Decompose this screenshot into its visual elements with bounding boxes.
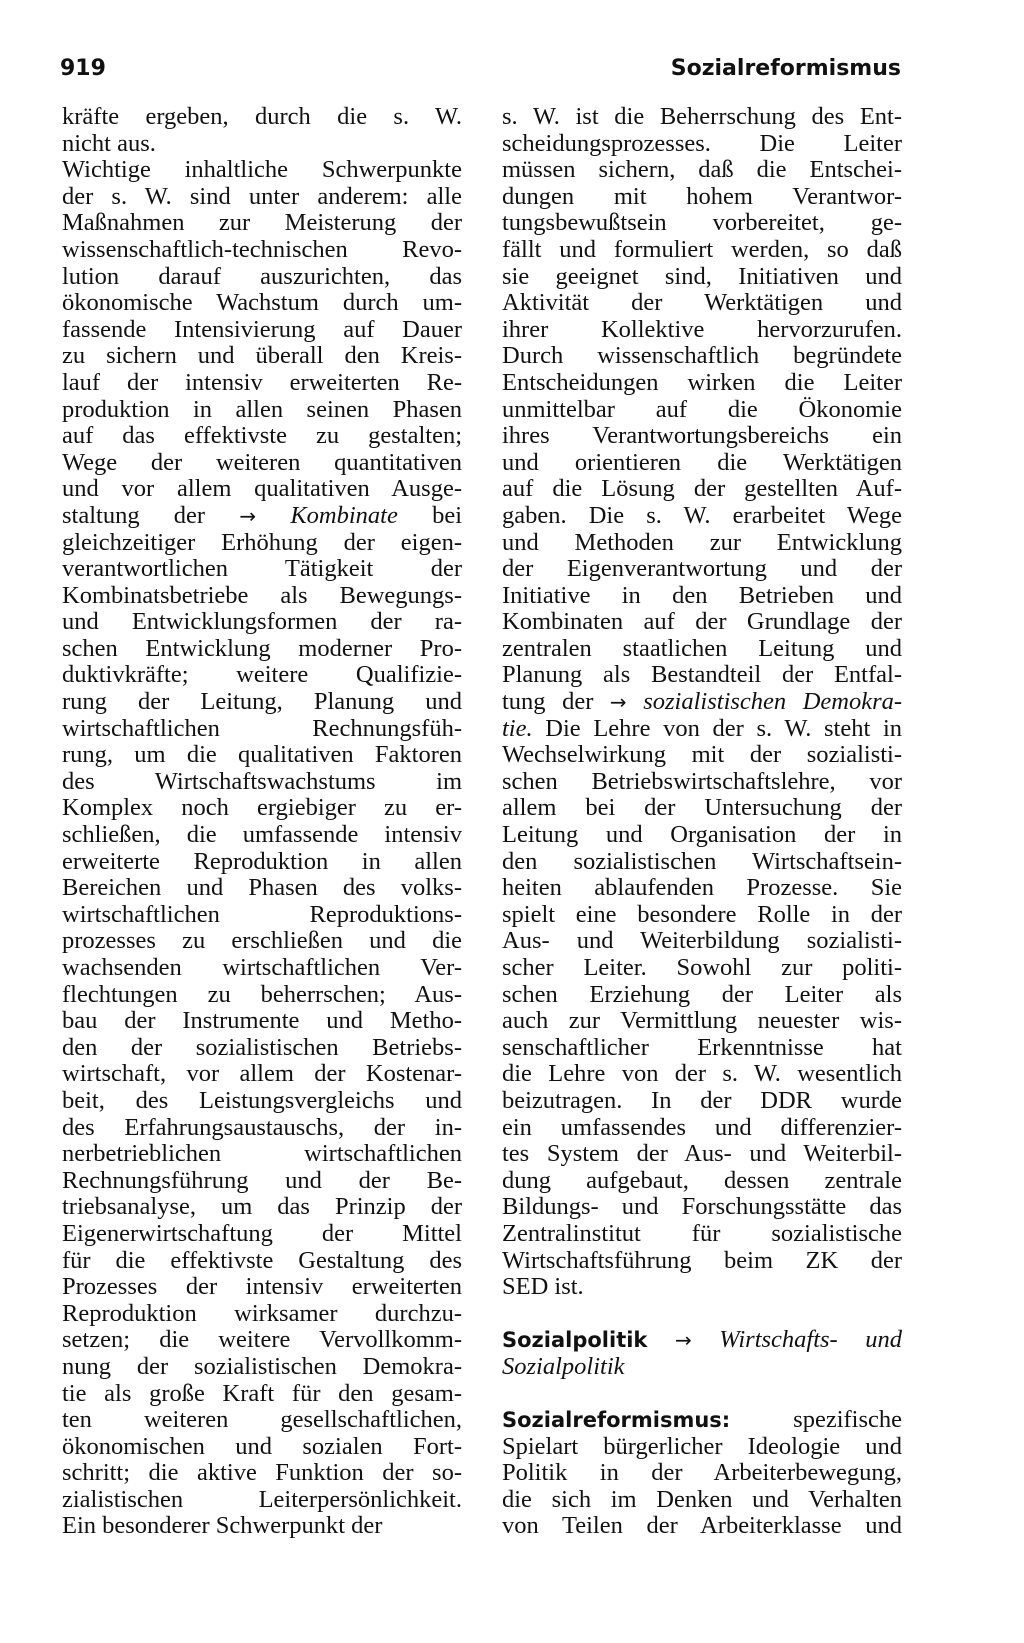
text-line: bau der Instrumente und Metho- [62, 1007, 462, 1035]
text-line: schen Erziehung der Leiter als [502, 980, 902, 1008]
arrow-icon: → [239, 503, 257, 528]
text-fragment: staltung der [62, 501, 206, 529]
text-line: tungsbewußtsein vorbereitet, ge- [502, 209, 902, 237]
text-line: Kombinatsbetriebe als Bewegungs- [62, 581, 462, 609]
text-fragment: bei [432, 501, 463, 529]
text-line: Ein besonderer Schwerpunkt der [62, 1512, 383, 1540]
text-line: wissenschaftlich-technischen Revo- [62, 235, 462, 263]
entry-sozialpolitik-ref [502, 1354, 902, 1381]
text-line: Bildungs- und Forschungsstätte das [502, 1193, 902, 1221]
text-line: gaben. Die s. W. erarbeitet Wege [502, 501, 902, 529]
text-line: Spielart bürgerlicher Ideologie und [502, 1432, 902, 1460]
entry-sozialreformismus [502, 1407, 902, 1434]
text-line: der Eigenverantwortung und der [502, 555, 902, 583]
text-line: gleichzeitiger Erhöhung der eigen- [62, 528, 462, 556]
text-line: und Methoden zur Entwicklung [502, 528, 902, 556]
text-line: die Lehre von der s. W. wesentlich [502, 1060, 902, 1088]
text-line: scheidungsprozesses. Die Leiter [502, 129, 902, 157]
text-line: erweiterte Reproduktion in allen [62, 847, 462, 875]
text-line: wachsenden wirtschaftlichen Ver- [62, 954, 462, 981]
text-line: spielt eine besondere Rolle in der [502, 900, 902, 928]
text-line: senschaftlicher Erkenntnisse hat [502, 1033, 902, 1061]
text-line: schließen, die umfassende intensiv [62, 821, 462, 849]
text-line: Kombinaten auf der Grundlage der [502, 608, 902, 636]
text-line: s. W. ist die Beherrschung des Ent- [502, 103, 902, 130]
text-line: Eigenerwirtschaftung der Mittel [62, 1219, 462, 1247]
text-line: Entscheidungen wirken die Leiter [502, 368, 902, 396]
text-line: Prozesses der intensiv erweiterten [62, 1273, 462, 1301]
text-line [62, 503, 462, 530]
text-line: zu sichern und überall den Kreis- [62, 342, 462, 370]
text-line [502, 716, 902, 743]
text-line: verantwortlichen Tätigkeit der [62, 555, 462, 583]
text-line: Wirtschaftsführung beim ZK der [502, 1246, 902, 1274]
text-line: lution darauf auszurichten, das [62, 262, 462, 290]
text-line: Aktivität der Werktätigen und [502, 289, 902, 317]
text-line: des Erfahrungsaustauschs, der in- [62, 1113, 462, 1141]
text-line: prozesses zu erschließen und die [62, 927, 462, 955]
text-line: des Wirtschaftswachstums im [62, 767, 462, 795]
text-line: produktion in allen seinen Phasen [62, 395, 462, 423]
text-line: Aus- und Weiterbildung sozialisti- [502, 927, 902, 955]
text-line: lauf der intensiv erweiterten Re- [62, 368, 462, 396]
text-line: heiten ablaufenden Prozesse. Sie [502, 874, 902, 902]
text-line: auf das effektivste zu gestalten; [62, 422, 462, 450]
cross-reference-demokratie: tie. [502, 714, 533, 742]
text-line: SED ist. [502, 1273, 584, 1301]
text-line: wirtschaftlichen Reproduktions- [62, 900, 462, 928]
text-line: von Teilen der Arbeiterklasse und [502, 1512, 902, 1540]
text-line: ökonomische Wachstum durch um- [62, 289, 462, 317]
text-line: Planung als Bestandteil der Entfal- [502, 661, 902, 689]
text-line: schen Entwicklung moderner Pro- [62, 634, 462, 662]
text-line: wirtschaft, vor allem der Kostenar- [62, 1060, 462, 1088]
text-fragment: tung der [502, 688, 594, 716]
right-column [502, 104, 902, 1540]
text-line: Wege der weiteren quantitativen [62, 448, 462, 476]
text-line: tie als große Kraft für den gesam- [62, 1379, 462, 1407]
text-line: Reproduktion wirksamer durchzu- [62, 1299, 462, 1327]
entry-sozialpolitik [502, 1327, 902, 1354]
text-line: Wichtige inhaltliche Schwerpunkte [62, 156, 462, 184]
text-line: Durch wissenschaftlich begründete [502, 342, 902, 370]
text-line: duktivkräfte; weitere Qualifizie- [62, 661, 462, 689]
left-column [62, 104, 462, 1540]
text-line: dungen mit hohem Verantwor- [502, 182, 902, 210]
entry-spacer [502, 1301, 902, 1328]
text-line: ein umfassendes und differenzier- [502, 1113, 902, 1141]
text-line: fassende Intensivierung auf Dauer [62, 315, 462, 343]
text-line: ihres Verantwortungsbereichs ein [502, 422, 902, 450]
text-line: flechtungen zu beherrschen; Aus- [62, 980, 462, 1008]
text-line: beizutragen. In der DDR wurde [502, 1086, 902, 1114]
text-line: beit, des Leistungsvergleichs und [62, 1086, 462, 1114]
text-line: ökonomischen und sozialen Fort- [62, 1432, 462, 1460]
entry-spacer [502, 1381, 902, 1408]
text-line: den der sozialistischen Betriebs- [62, 1033, 462, 1061]
text-line: triebsanalyse, um das Prinzip der [62, 1193, 462, 1221]
cross-reference-demokratie: sozialistischen Demokra- [643, 688, 903, 716]
cross-reference-kombinate: Kombinate [290, 501, 398, 529]
text-line: schen Betriebswirtschaftslehre, vor [502, 767, 902, 795]
text-line: unmittelbar auf die Ökonomie [502, 395, 902, 423]
text-line: nung der sozialistischen Demokra- [62, 1352, 462, 1380]
text-line: rung, um die qualitativen Faktoren [62, 741, 462, 769]
text-line: tes System der Aus- und Weiterbil- [502, 1140, 902, 1168]
text-line: und orientieren die Werktätigen [502, 448, 902, 476]
text-line: Maßnahmen zur Meisterung der [62, 209, 462, 237]
running-head: Sozialreformismus [670, 56, 901, 81]
text-line: rung der Leitung, Planung und [62, 688, 462, 716]
arrow-icon: → [609, 690, 627, 715]
text-fragment: spezifische [793, 1406, 902, 1434]
entry-term: Sozialreformismus: [502, 1408, 731, 1433]
text-line: Initiative in den Betrieben und [502, 581, 902, 609]
text-line: und Entwicklungsformen der ra- [62, 608, 462, 636]
text-line: allem bei der Untersuchung der [502, 794, 902, 822]
text-line: nicht aus. [62, 129, 156, 157]
text-line: ten weiteren gesellschaftlichen, [62, 1406, 462, 1434]
text-line: Zentralinstitut für sozialistische [502, 1219, 902, 1247]
text-line: Rechnungsführung und der Be- [62, 1166, 462, 1194]
text-line: Wechselwirkung mit der sozialisti- [502, 741, 902, 769]
text-line: nerbetrieblichen wirtschaftlichen [62, 1140, 462, 1168]
entry-term: Sozialpolitik [502, 1328, 648, 1353]
text-line: schritt; die aktive Funktion der so- [62, 1459, 462, 1487]
text-line [502, 689, 902, 716]
text-line: Leitung und Organisation der in [502, 821, 902, 849]
text-line: ihrer Kollektive hervorzurufen. [502, 315, 902, 343]
text-line: Politik in der Arbeiterbewegung, [502, 1459, 902, 1487]
text-line: den sozialistischen Wirtschaftsein- [502, 847, 902, 875]
text-line: scher Leiter. Sowohl zur politi- [502, 954, 902, 981]
text-line: die sich im Denken und Verhalten [502, 1485, 902, 1513]
text-line: auf die Lösung der gestellten Auf- [502, 475, 902, 503]
cross-reference-sozialpolitik: Sozialpolitik [502, 1352, 625, 1380]
text-line: Komplex noch ergiebiger zu er- [62, 794, 462, 822]
text-line: der s. W. sind unter anderem: alle [62, 182, 462, 210]
text-line: für die effektivste Gestaltung des [62, 1246, 462, 1274]
text-line: kräfte ergeben, durch die s. W. [62, 103, 462, 130]
text-line: wirtschaftlichen Rechnungsfüh- [62, 714, 462, 742]
text-line: setzen; die weitere Vervollkomm- [62, 1326, 462, 1354]
page-number: 919 [60, 56, 106, 81]
text-line: fällt und formuliert werden, so daß [502, 235, 902, 263]
text-line: dung aufgebaut, dessen zentrale [502, 1166, 902, 1194]
text-line: Bereichen und Phasen des volks- [62, 874, 462, 902]
text-line: zentralen staatlichen Leitung und [502, 634, 902, 662]
text-line: auch zur Vermittlung neuester wis- [502, 1007, 902, 1035]
text-line: zialistischen Leiterpersönlichkeit. [62, 1485, 462, 1513]
cross-reference-wirtschafts: Wirtschafts- und [719, 1326, 903, 1354]
text-line: müssen sichern, daß die Entschei- [502, 156, 902, 184]
text-line: sie geeignet sind, Initiativen und [502, 262, 902, 290]
text-fragment: Die Lehre von der s. W. steht in [545, 714, 903, 742]
text-line: und vor allem qualitativen Ausge- [62, 475, 462, 503]
arrow-icon: → [674, 1328, 692, 1353]
